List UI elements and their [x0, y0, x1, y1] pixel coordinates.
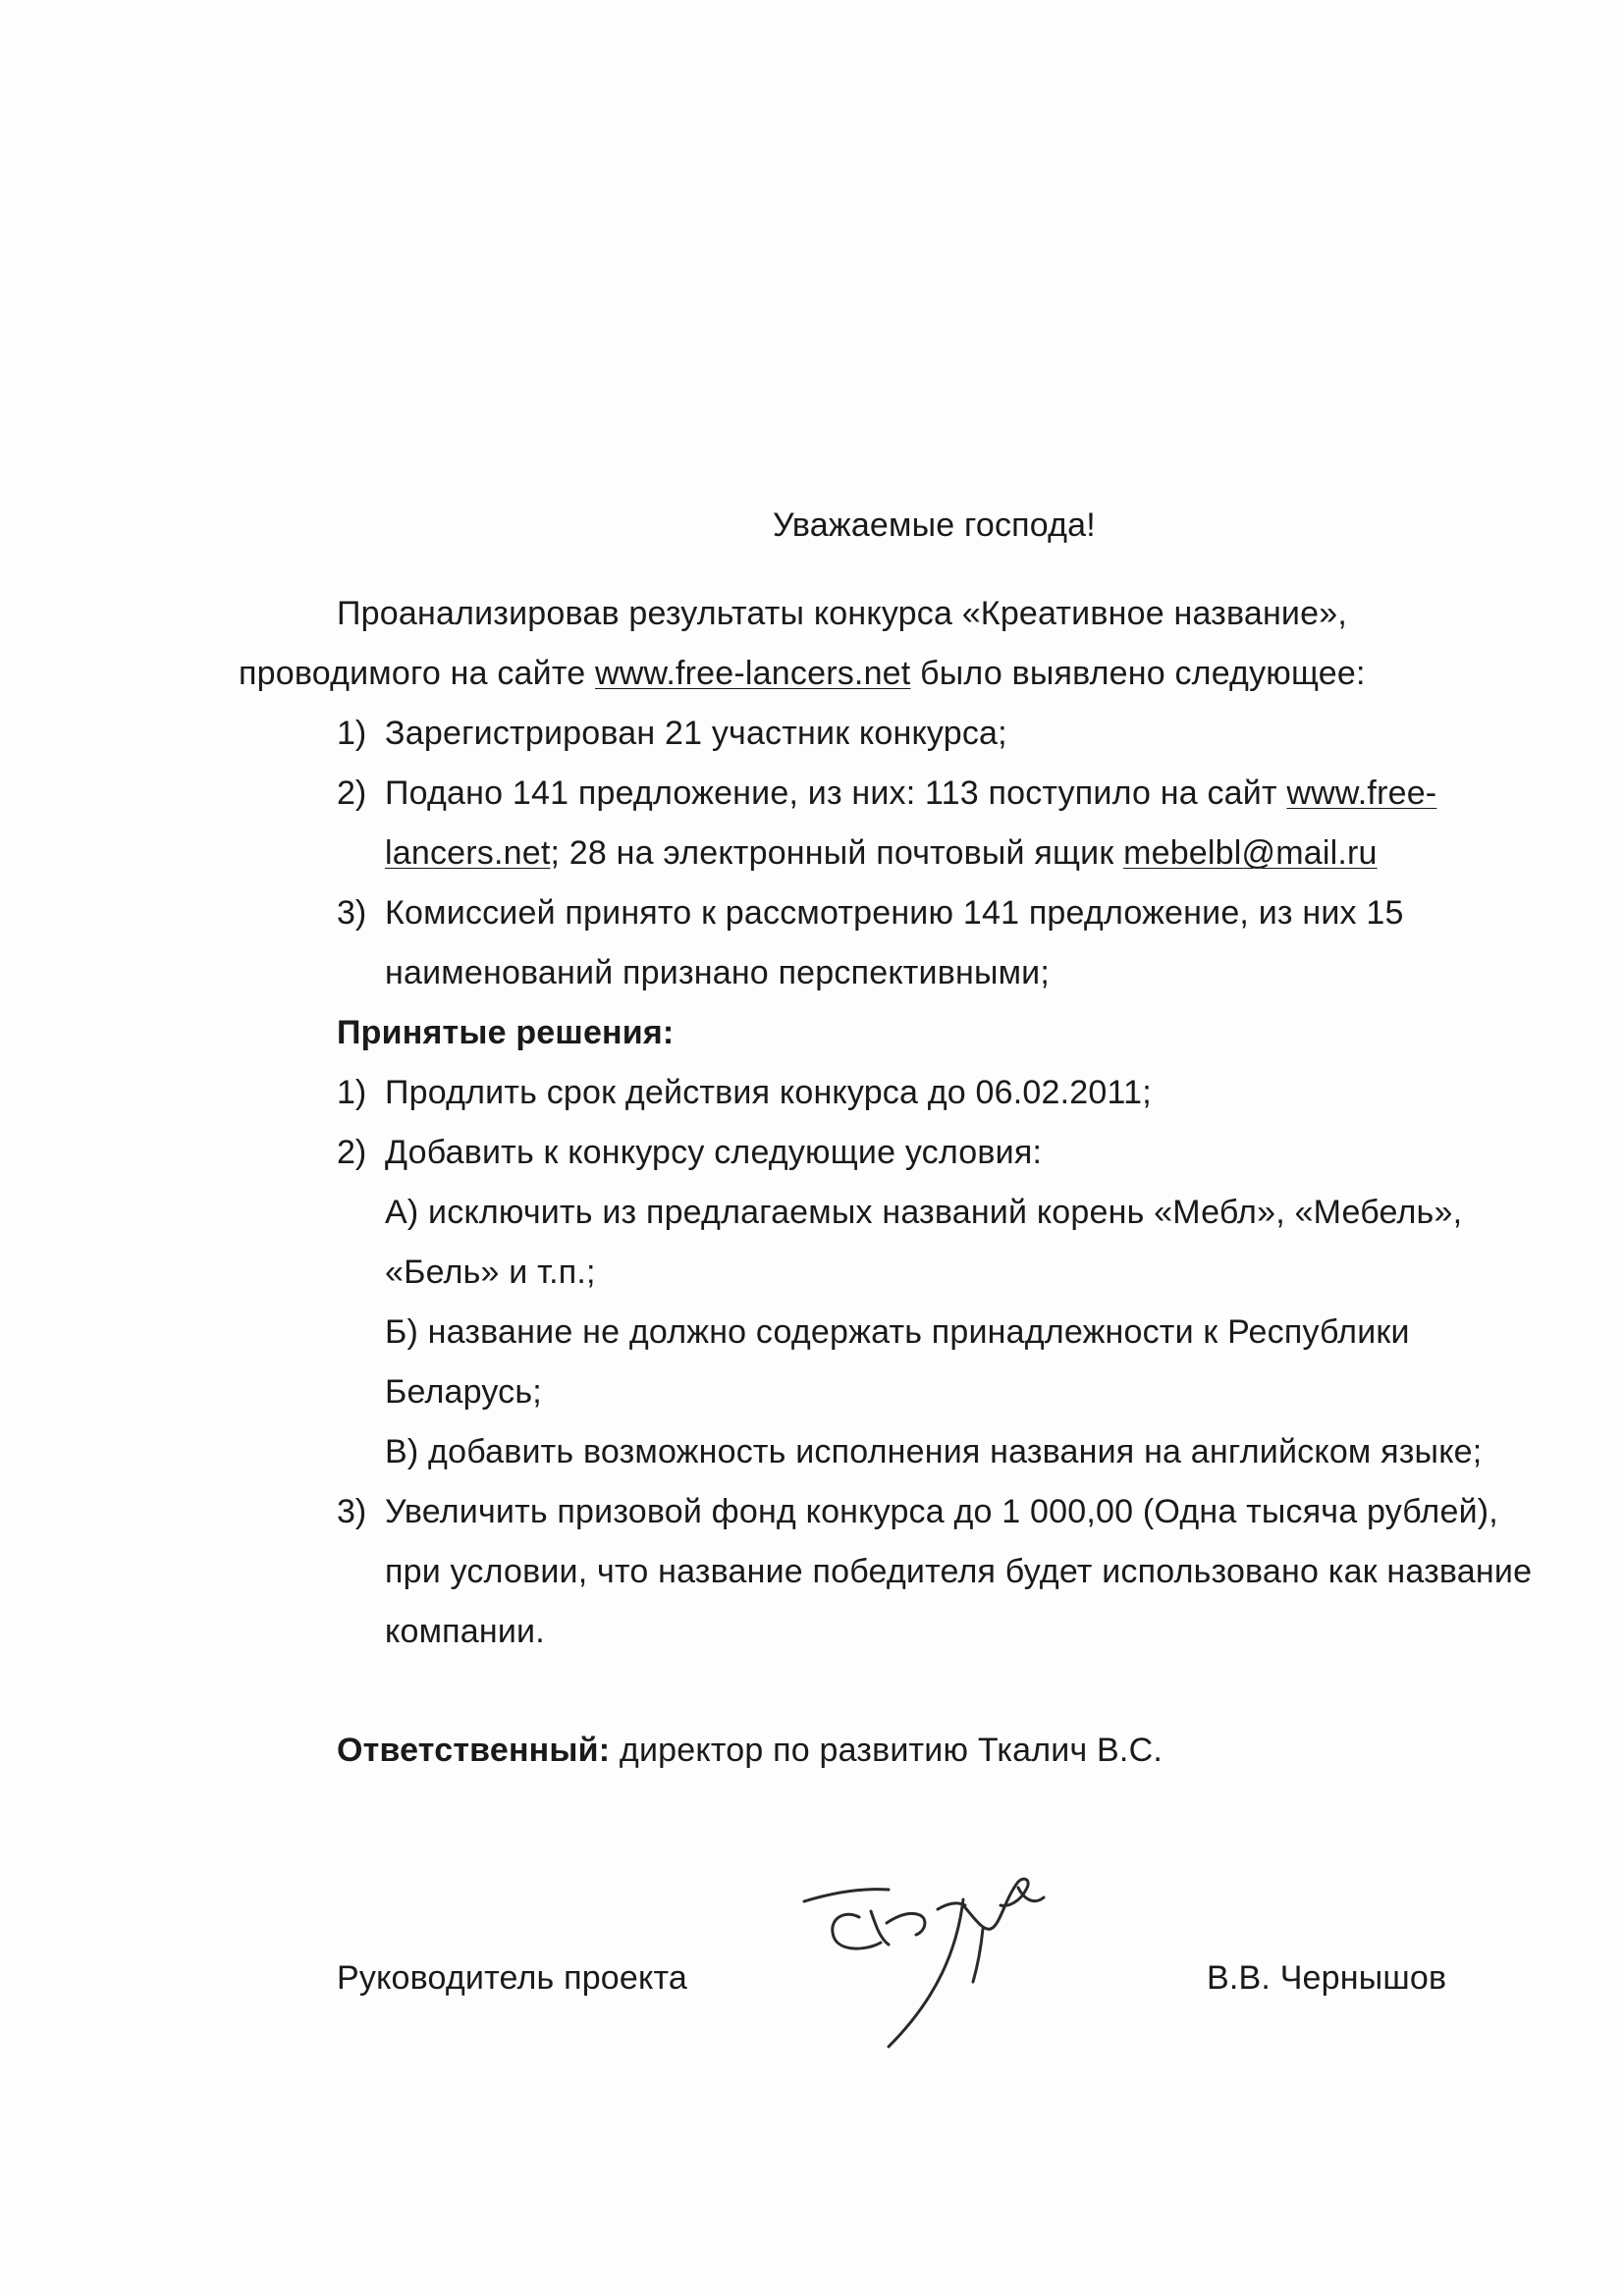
signoff-name: В.В. Чернышов	[1207, 1959, 1447, 1997]
greeting: Уважаемые господа!	[773, 507, 1096, 544]
signoff-role: Руководитель проекта	[337, 1959, 687, 1997]
responsible-line	[337, 1731, 1163, 1770]
findings-item-3-number: 3)	[337, 894, 367, 932]
decision-item-2-text: Добавить к конкурсу следующие условия:	[385, 1134, 1043, 1171]
findings-item-2-text: Подано 141 предложение, из них: 113 поступило на сайт	[385, 774, 1287, 812]
decision-item-3-line-2: при условии, что название победителя будет использовано как название	[385, 1553, 1533, 1590]
findings-item-2-line-2	[385, 833, 1378, 873]
decisions-heading: Принятые решения:	[337, 1014, 675, 1051]
decision-sub-a-line-1: А) исключить из предлагаемых названий корень «Мебл», «Мебель»,	[385, 1194, 1463, 1231]
site-link-part-1[interactable]: www.free-	[1286, 774, 1437, 812]
findings-item-1-text: Зарегистрирован 21 участник конкурса;	[385, 715, 1007, 752]
findings-item-1-number: 1)	[337, 715, 367, 752]
responsible-text: директор по развитию Ткалич В.С.	[610, 1732, 1163, 1769]
decision-sub-a-line-2: «Бель» и т.п.;	[385, 1254, 596, 1291]
findings-item-3-line-2: наименований признано перспективными;	[385, 954, 1051, 991]
intro-text-pre: проводимого на сайте	[239, 655, 595, 692]
decision-item-1-number: 1)	[337, 1074, 367, 1111]
decision-item-3-number: 3)	[337, 1493, 367, 1530]
decision-item-3-line-1: Увеличить призовой фонд конкурса до 1 000,00 (Одна тысяча рублей),	[385, 1493, 1498, 1530]
decision-sub-b-line-2: Беларусь;	[385, 1373, 542, 1411]
email-link[interactable]: mebelbl@mail.ru	[1123, 834, 1378, 872]
decision-item-1-text: Продлить срок действия конкурса до 06.02.2011;	[385, 1074, 1152, 1111]
findings-item-2-number: 2)	[337, 774, 367, 812]
intro-text-post: было выявлено следующее:	[910, 655, 1366, 692]
site-link[interactable]: www.free-lancers.net	[594, 655, 911, 692]
decision-item-2-number: 2)	[337, 1134, 367, 1171]
intro-line-2	[239, 654, 1366, 693]
intro-line-1: Проанализировав результаты конкурса «Креативное название»,	[337, 595, 1347, 632]
findings-item-2-line-1	[385, 774, 1436, 813]
decision-sub-c: В) добавить возможность исполнения названия на английском языке;	[385, 1433, 1483, 1470]
responsible-label: Ответственный:	[337, 1732, 611, 1769]
findings-item-2-mid-text: ; 28 на электронный почтовый ящик	[550, 834, 1124, 872]
decision-item-3-line-3: компании.	[385, 1613, 545, 1650]
handwritten-signature	[790, 1860, 1085, 2056]
site-link-part-2[interactable]: lancers.net	[385, 834, 551, 872]
decision-sub-b-line-1: Б) название не должно содержать принадлежности к Республики	[385, 1313, 1410, 1351]
findings-item-3-line-1: Комиссией принято к рассмотрению 141 предложение, из них 15	[385, 894, 1404, 932]
